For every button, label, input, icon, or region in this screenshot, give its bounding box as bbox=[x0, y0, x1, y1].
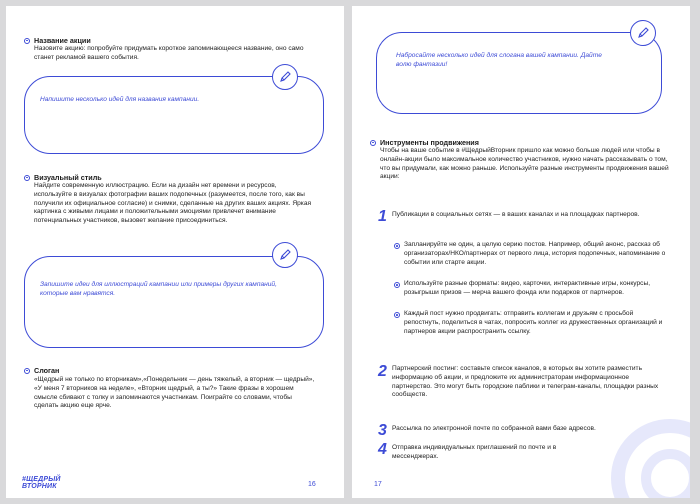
page-number: 16 bbox=[308, 481, 316, 488]
name-ideas-hint: Напишите несколько идей для названия кампании. bbox=[40, 96, 200, 103]
pencil-icon bbox=[272, 242, 298, 268]
item-number: 1 bbox=[378, 208, 387, 225]
visual-ideas-hint: Запишите идеи для иллюстраций кампании или примеры других кампаний, которые вам нравятся. bbox=[40, 281, 277, 297]
tools-sub-item: Каждый пост нужно продвигать: отправить коллегам и друзьям с просьбой репостнуть, поделиться в чатах, попросить коллег из дружественных организаций и партнеров акции распространить ссылку. bbox=[404, 310, 663, 335]
tools-item-text: Партнерский постинг: составьте список каналов, в которых вы хотите разместить информацию об акции, и предложите их администраторам информационное партнерство. Это могут быть городские паблики и телеграм-каналы, площадки разных сообществ. bbox=[392, 365, 659, 399]
tools-section-title: Инструменты продвижения bbox=[370, 138, 479, 147]
item-number: 4 bbox=[378, 441, 387, 458]
tools-item-text: Отправка индивидуальных приглашений по почте и в мессенджерах. bbox=[392, 444, 557, 460]
section-bullet-icon bbox=[24, 175, 30, 181]
pencil-icon bbox=[272, 64, 298, 90]
slogan-section-body: «Щедрый не только по вторникам»,«Понедельник — день тяжелый, а вторник — щедрый», «У меня 7 вторников на неделе», «Вторник щедрый, а ты?» Такие фразы в хорошем смысле сбивают с толку и запоминаются участникам. Поиграйте со словами, чтобы сделать акцию еще ярче. bbox=[34, 376, 315, 410]
tools-intro: Чтобы на ваше событие в #ЩедрыйВторник пришло как можно больше людей или чтобы в онлайн-акции было максимальное количество участников, нужно начать рассказывать о том, что вы придумали, как можно раньше. Используйте разные инструменты продвижения вашей акции: bbox=[380, 147, 669, 181]
visual-ideas-box[interactable] bbox=[24, 256, 324, 348]
page-number: 17 bbox=[374, 481, 382, 488]
slogan-ideas-box[interactable] bbox=[376, 32, 662, 114]
decorative-circle-icon bbox=[610, 418, 690, 498]
name-section-title: Название акции bbox=[24, 36, 91, 45]
visual-section-title: Визуальный стиль bbox=[24, 173, 102, 182]
item-number: 3 bbox=[378, 422, 387, 439]
tools-sub-item: Запланируйте не один, а целую серию постов. Например, общий анонс, рассказ об организаторах/НКО/партнерах от первого лица, история подопечных, напоминание о событии или старте акции. bbox=[404, 241, 666, 266]
section-bullet-icon bbox=[370, 140, 376, 146]
right-page bbox=[352, 6, 690, 498]
pencil-icon bbox=[630, 20, 656, 46]
slogan-section-title: Слоган bbox=[24, 366, 59, 375]
section-bullet-icon bbox=[24, 368, 30, 374]
slogan-ideas-hint: Набросайте несколько идей для слогана вашей кампании. Дайте волю фантазии! bbox=[396, 52, 602, 68]
tools-sub-item: Используйте разные форматы: видео, карточки, интерактивные игры, конкурсы, розыгрыши призов — мерча вашего фонда или подарков от партнеров. bbox=[404, 280, 651, 296]
sub-bullet-icon bbox=[394, 243, 400, 249]
visual-section-body: Найдите современную иллюстрацию. Если на дизайн нет времени и ресурсов, используйте в визуалах фотографии ваших подопечных (разумеется, после того, как вы получили их официальное согласие) и снимки, сделанные на других ваших акциях. Яркая картинка с живыми лицами и положительными эмоциями привлечет внимание потенциальных участников, вызовет желание присоединиться. bbox=[34, 182, 312, 225]
sub-bullet-icon bbox=[394, 312, 400, 318]
name-section-body: Назовите акцию: попробуйте придумать короткое запоминающееся название, оно само станет рекламой вашего события. bbox=[34, 45, 304, 61]
tools-item-text: Публикации в социальных сетях — в ваших каналах и на площадках партнеров. bbox=[392, 211, 640, 218]
left-page bbox=[6, 6, 344, 498]
logo: #ЩЕДРЫЙ ВТОРНИК bbox=[22, 476, 61, 490]
tools-item-text: Рассылка по электронной почте по собранной вами базе адресов. bbox=[392, 425, 596, 432]
item-number: 2 bbox=[378, 363, 387, 380]
sub-bullet-icon bbox=[394, 282, 400, 288]
section-bullet-icon bbox=[24, 38, 30, 44]
